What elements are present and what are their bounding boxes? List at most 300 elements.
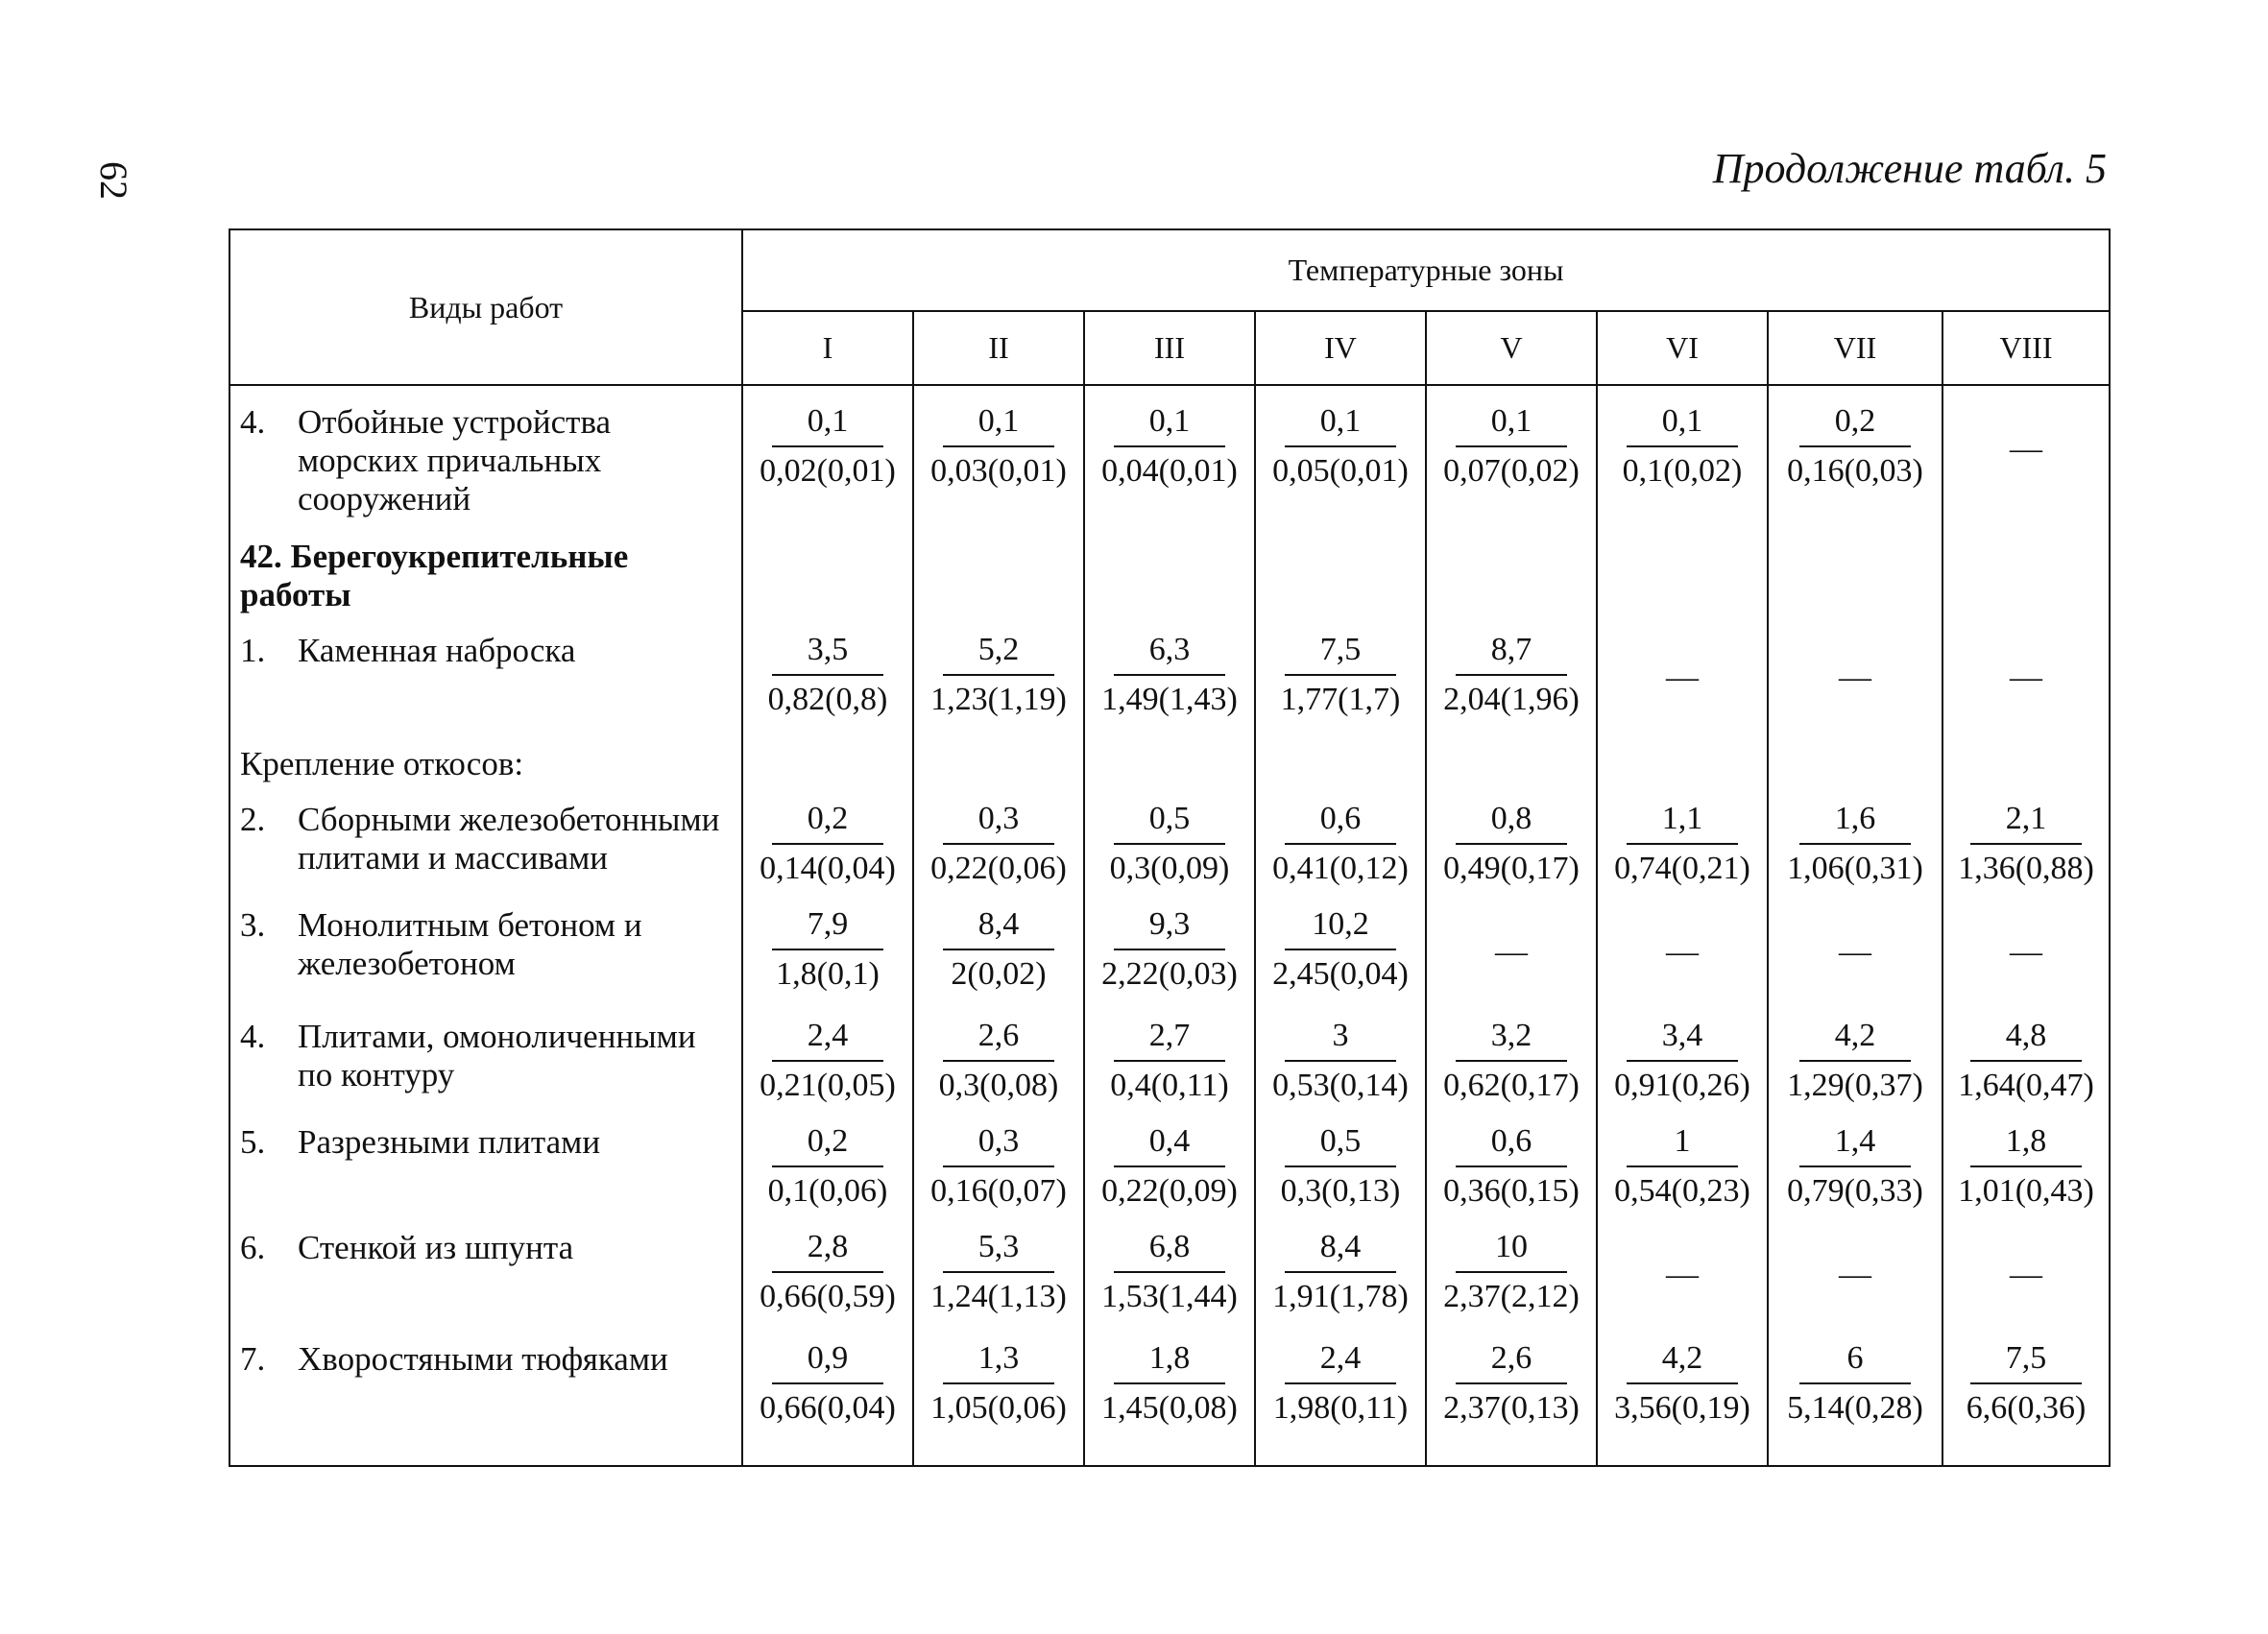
value-cell [1255,1212,1426,1323]
numerator: 0,2 [772,1121,883,1167]
table-row [229,726,2110,783]
work-type-cell [229,614,742,726]
fraction-value [929,630,1069,720]
value-cell [1942,783,2110,889]
numerator: 6,3 [1114,630,1225,676]
fraction-value [1271,1338,1410,1429]
fraction-value [1785,1121,1925,1212]
value-cell [1255,1323,1426,1466]
fraction-value [1441,401,1581,492]
table-row [229,1323,2110,1466]
value-cell [1768,1323,1942,1466]
dash-value: — [2010,1257,2043,1292]
numerator: 0,5 [1285,1121,1396,1167]
denominator: 0,41(0,12) [1272,851,1409,886]
value-cell [1942,1212,2110,1323]
subsection-heading: Крепление откосов: [229,726,742,783]
numerator: 0,6 [1456,1121,1567,1167]
fraction-value [1279,630,1403,720]
value-cell [1597,1000,1768,1106]
value-cell [1426,1106,1597,1212]
value-cell [913,1000,1084,1106]
empty-cell [1426,726,1597,783]
denominator: 0,03(0,01) [930,453,1067,489]
empty-cell [1597,726,1768,783]
value-cell [1597,1106,1768,1212]
empty-cell [1942,726,2110,783]
empty-cell [1768,726,1942,783]
numerator: 6,8 [1114,1227,1225,1273]
numerator: 4,8 [1970,1016,2082,1062]
empty-cell [913,518,1084,614]
fraction-value [758,799,898,889]
table-row [229,1000,2110,1106]
empty-cell [1597,518,1768,614]
value-cell [742,1000,913,1106]
value-cell [913,783,1084,889]
value-cell [742,1106,913,1212]
denominator: 2(0,02) [951,956,1047,992]
dash-value: — [2010,934,2043,970]
numerator: 0,6 [1285,799,1396,845]
header-zone-3: III [1084,311,1255,385]
fraction-value [1099,904,1240,995]
numerator: 8,4 [1285,1227,1396,1273]
value-cell [742,889,913,1000]
denominator: 2,45(0,04) [1272,956,1409,992]
denominator: 1,36(0,88) [1958,851,2094,886]
denominator: 0,3(0,09) [1109,851,1230,886]
numerator: 2,6 [1456,1338,1567,1384]
denominator: 0,1(0,06) [767,1173,888,1209]
header-zone-5: V [1426,311,1597,385]
fraction-value [1441,799,1581,889]
header-works: Виды работ [229,229,742,385]
value-cell [1255,385,1426,518]
numerator: 8,7 [1456,630,1567,676]
value-cell [913,385,1084,518]
fraction-value [1612,799,1752,889]
work-type-cell [229,1323,742,1466]
value-cell [1255,889,1426,1000]
table-row [229,783,2110,889]
numerator: 7,5 [1970,1338,2082,1384]
fraction-value [1441,1338,1581,1429]
header-zone-6: VI [1597,311,1768,385]
value-cell [1255,1000,1426,1106]
value-cell [1084,385,1255,518]
numerator: 0,1 [1114,401,1225,447]
dash-value: — [1839,660,1871,695]
fraction-value [1785,1016,1925,1106]
fraction-value [758,401,898,492]
numerator: 1,6 [1799,799,1911,845]
work-number: 2. [240,801,266,838]
fraction-value [1099,401,1240,492]
work-number: 1. [240,632,266,669]
denominator: 6,6(0,36) [1966,1390,2087,1426]
denominator: 2,37(0,13) [1443,1390,1580,1426]
fraction-value [1099,1227,1240,1317]
table-row [229,385,2110,518]
value-cell [1768,783,1942,889]
denominator: 0,22(0,09) [1101,1173,1238,1209]
dash-value: — [1839,934,1871,970]
fraction-value [1956,799,2096,889]
denominator: 2,37(2,12) [1443,1279,1580,1314]
fraction-value [1270,1016,1411,1106]
fraction-value [929,799,1069,889]
value-cell [1084,1323,1255,1466]
header-zone-1: I [742,311,913,385]
fraction-value [1099,1121,1240,1212]
fraction-value [1785,1338,1925,1429]
value-cell [1768,889,1942,1000]
table-row [229,889,2110,1000]
value-cell [1597,614,1768,726]
value-cell [1084,1106,1255,1212]
numerator: 8,4 [943,904,1054,950]
value-cell [742,614,913,726]
denominator: 0,16(0,03) [1787,453,1923,489]
numerator: 1,8 [1114,1338,1225,1384]
fraction-value [1099,1338,1240,1429]
denominator: 0,79(0,33) [1787,1173,1923,1209]
fraction-value [1965,1338,2088,1429]
numerator: 1 [1627,1121,1738,1167]
table-row [229,1106,2110,1212]
empty-cell [1255,726,1426,783]
numerator: 0,1 [943,401,1054,447]
numerator: 2,6 [943,1016,1054,1062]
fraction-value [937,1016,1061,1106]
value-cell [742,385,913,518]
numerator: 0,3 [943,1121,1054,1167]
denominator: 1,49(1,43) [1101,682,1238,717]
fraction-value [1108,1016,1230,1106]
value-cell [1942,614,2110,726]
header-zone-4: IV [1255,311,1426,385]
denominator: 1,53(1,44) [1101,1279,1238,1314]
work-type-cell [229,385,742,518]
numerator: 5,3 [943,1227,1054,1273]
dash-value: — [1839,1257,1871,1292]
denominator: 0,02(0,01) [760,453,896,489]
empty-cell [1426,518,1597,614]
numerator: 0,9 [772,1338,883,1384]
value-cell [1597,1323,1768,1466]
fraction-value [1612,1121,1752,1212]
value-cell [1426,889,1597,1000]
fraction-value [1956,1016,2096,1106]
fraction-value [766,1121,890,1212]
work-label: Монолитным бетоном и железобетоном [298,906,642,982]
fraction-value [772,904,883,995]
dash-value: — [2010,660,2043,695]
denominator: 0,16(0,07) [930,1173,1067,1209]
value-cell [1255,614,1426,726]
fraction-value [1270,1227,1411,1317]
denominator: 1,05(0,06) [930,1390,1067,1426]
work-label: Сборными железобетонными плитами и массивами [298,801,720,877]
fraction-value [1270,401,1411,492]
numerator: 2,1 [1970,799,2082,845]
numerator: 3,4 [1627,1016,1738,1062]
empty-cell [742,518,913,614]
denominator: 1,64(0,47) [1958,1068,2094,1103]
value-cell [1426,385,1597,518]
denominator: 1,91(1,78) [1272,1279,1409,1314]
denominator: 0,82(0,8) [767,682,888,717]
numerator: 0,8 [1456,799,1567,845]
fraction-value [1785,799,1925,889]
value-cell [1942,1323,2110,1466]
fraction-value [1441,1121,1581,1212]
numerator: 7,5 [1285,630,1396,676]
fraction-value [929,1121,1069,1212]
numerator: 9,3 [1114,904,1225,950]
value-cell [1426,783,1597,889]
value-cell [1084,614,1255,726]
dash-value: — [1666,1257,1699,1292]
value-cell [913,889,1084,1000]
numerator: 0,1 [1627,401,1738,447]
value-cell [1084,1212,1255,1323]
denominator: 1,29(0,37) [1787,1068,1923,1103]
work-number: 7. [240,1340,266,1378]
denominator: 1,98(0,11) [1272,1390,1409,1426]
fraction-value [1270,904,1411,995]
denominator: 1,23(1,19) [930,682,1067,717]
numerator: 0,2 [1799,401,1911,447]
fraction-value [929,1338,1069,1429]
work-label: Стенкой из шпунта [298,1229,574,1266]
work-type-cell [229,1212,742,1323]
denominator: 1,8(0,1) [776,956,880,992]
table-body [229,385,2110,1466]
header-temperature-zones: Температурные зоны [742,229,2110,311]
work-type-cell [229,1000,742,1106]
numerator: 0,1 [772,401,883,447]
value-cell [1084,1000,1255,1106]
work-type-cell [229,889,742,1000]
empty-cell [1084,518,1255,614]
empty-cell [1255,518,1426,614]
denominator: 5,14(0,28) [1787,1390,1923,1426]
dash-value: — [2010,431,2043,467]
denominator: 0,05(0,01) [1272,453,1409,489]
work-type-cell [229,1106,742,1212]
denominator: 0,4(0,11) [1110,1068,1229,1103]
empty-cell [1942,518,2110,614]
denominator: 0,66(0,59) [760,1279,896,1314]
value-cell [913,614,1084,726]
work-label: Разрезными плитами [298,1123,601,1161]
fraction-value [929,1227,1069,1317]
value-cell [1768,385,1942,518]
fraction-value [943,904,1054,995]
value-cell [1768,614,1942,726]
fraction-value [1108,799,1232,889]
numerator: 2,7 [1114,1016,1225,1062]
table-row [229,1212,2110,1323]
denominator: 0,14(0,04) [760,851,896,886]
numerator: 2,4 [772,1016,883,1062]
fraction-value [758,1016,898,1106]
denominator: 2,04(1,96) [1443,682,1580,717]
numerator: 2,4 [1285,1338,1396,1384]
section-heading: 42. Берегоукрепительные работы [229,518,742,614]
work-number: 4. [240,403,266,441]
header-zone-8: VIII [1942,311,2110,385]
header-zone-2: II [913,311,1084,385]
work-label: Каменная наброска [298,632,576,669]
work-norms-table [229,228,2111,1467]
value-cell [1768,1212,1942,1323]
value-cell [1255,783,1426,889]
value-cell [1255,1106,1426,1212]
work-number: 5. [240,1123,266,1161]
denominator: 0,54(0,23) [1614,1173,1750,1209]
table-row [229,518,2110,614]
value-cell [1597,1212,1768,1323]
value-cell [1597,783,1768,889]
value-cell [1426,1323,1597,1466]
numerator: 1,3 [943,1338,1054,1384]
numerator: 1,8 [1970,1121,2082,1167]
value-cell [1426,1000,1597,1106]
numerator: 0,2 [772,799,883,845]
header-zone-7: VII [1768,311,1942,385]
denominator: 0,53(0,14) [1272,1068,1409,1103]
denominator: 0,49(0,17) [1443,851,1580,886]
fraction-value [1441,1227,1581,1317]
table-row [229,614,2110,726]
value-cell [1084,889,1255,1000]
numerator: 6 [1799,1338,1911,1384]
denominator: 0,3(0,13) [1280,1173,1401,1209]
numerator: 3,2 [1456,1016,1567,1062]
table-caption: Продолжение табл. 5 [1712,145,2107,192]
denominator: 0,66(0,04) [760,1390,896,1426]
value-cell [913,1323,1084,1466]
numerator: 7,9 [772,904,883,950]
fraction-value [1612,1338,1752,1429]
denominator: 1,06(0,31) [1787,851,1923,886]
denominator: 0,07(0,02) [1443,453,1580,489]
work-number: 3. [240,906,266,944]
value-cell [1942,889,2110,1000]
value-cell [1942,1106,2110,1212]
numerator: 0,5 [1114,799,1225,845]
work-label: Хворостяными тюфяками [298,1340,668,1378]
denominator: 0,62(0,17) [1443,1068,1580,1103]
denominator: 0,1(0,02) [1622,453,1743,489]
value-cell [742,1323,913,1466]
fraction-value [929,401,1069,492]
work-type-cell [229,783,742,889]
denominator: 0,36(0,15) [1443,1173,1580,1209]
fraction-value [1785,401,1925,492]
numerator: 2,8 [772,1227,883,1273]
numerator: 1,4 [1799,1121,1911,1167]
numerator: 10,2 [1285,904,1396,950]
fraction-value [1441,630,1581,720]
empty-cell [1084,726,1255,783]
fraction-value [758,1338,898,1429]
value-cell [1597,385,1768,518]
numerator: 1,1 [1627,799,1738,845]
empty-cell [742,726,913,783]
value-cell [1768,1106,1942,1212]
denominator: 2,22(0,03) [1101,956,1238,992]
fraction-value [1099,630,1240,720]
dash-value: — [1666,934,1699,970]
fraction-value [1612,1016,1752,1106]
fraction-value [1621,401,1745,492]
value-cell [1942,385,2110,518]
fraction-value [1441,1016,1581,1106]
fraction-value [1270,799,1411,889]
denominator: 1,01(0,43) [1958,1173,2094,1209]
work-number: 4. [240,1018,266,1055]
empty-cell [913,726,1084,783]
value-cell [742,1212,913,1323]
denominator: 3,56(0,19) [1614,1390,1750,1426]
denominator: 1,24(1,13) [930,1279,1067,1314]
dash-value: — [1666,660,1699,695]
denominator: 0,21(0,05) [760,1068,896,1103]
fraction-value [1956,1121,2096,1212]
value-cell [1084,783,1255,889]
dash-value: — [1495,934,1528,970]
numerator: 5,2 [943,630,1054,676]
denominator: 1,77(1,7) [1280,682,1401,717]
denominator: 0,04(0,01) [1101,453,1238,489]
denominator: 0,3(0,08) [938,1068,1059,1103]
empty-cell [1768,518,1942,614]
numerator: 3,5 [772,630,883,676]
denominator: 0,22(0,06) [930,851,1067,886]
page-number: 62 [92,161,135,200]
numerator: 0,1 [1456,401,1567,447]
numerator: 4,2 [1799,1016,1911,1062]
value-cell [1597,889,1768,1000]
work-number: 6. [240,1229,266,1266]
denominator: 0,91(0,26) [1614,1068,1750,1103]
numerator: 0,1 [1285,401,1396,447]
numerator: 0,4 [1114,1121,1225,1167]
value-cell [1768,1000,1942,1106]
value-cell [742,783,913,889]
numerator: 3 [1285,1016,1396,1062]
value-cell [1426,1212,1597,1323]
fraction-value [758,1227,898,1317]
work-label: Отбойные устройства морских причальных сооружений [298,403,612,517]
numerator: 0,3 [943,799,1054,845]
denominator: 1,45(0,08) [1101,1390,1238,1426]
value-cell [913,1212,1084,1323]
value-cell [1426,614,1597,726]
value-cell [913,1106,1084,1212]
value-cell [1942,1000,2110,1106]
numerator: 10 [1456,1227,1567,1273]
denominator: 0,74(0,21) [1614,851,1750,886]
numerator: 4,2 [1627,1338,1738,1384]
work-label: Плитами, омоноличенными по контуру [298,1018,696,1093]
fraction-value [766,630,890,720]
fraction-value [1279,1121,1403,1212]
